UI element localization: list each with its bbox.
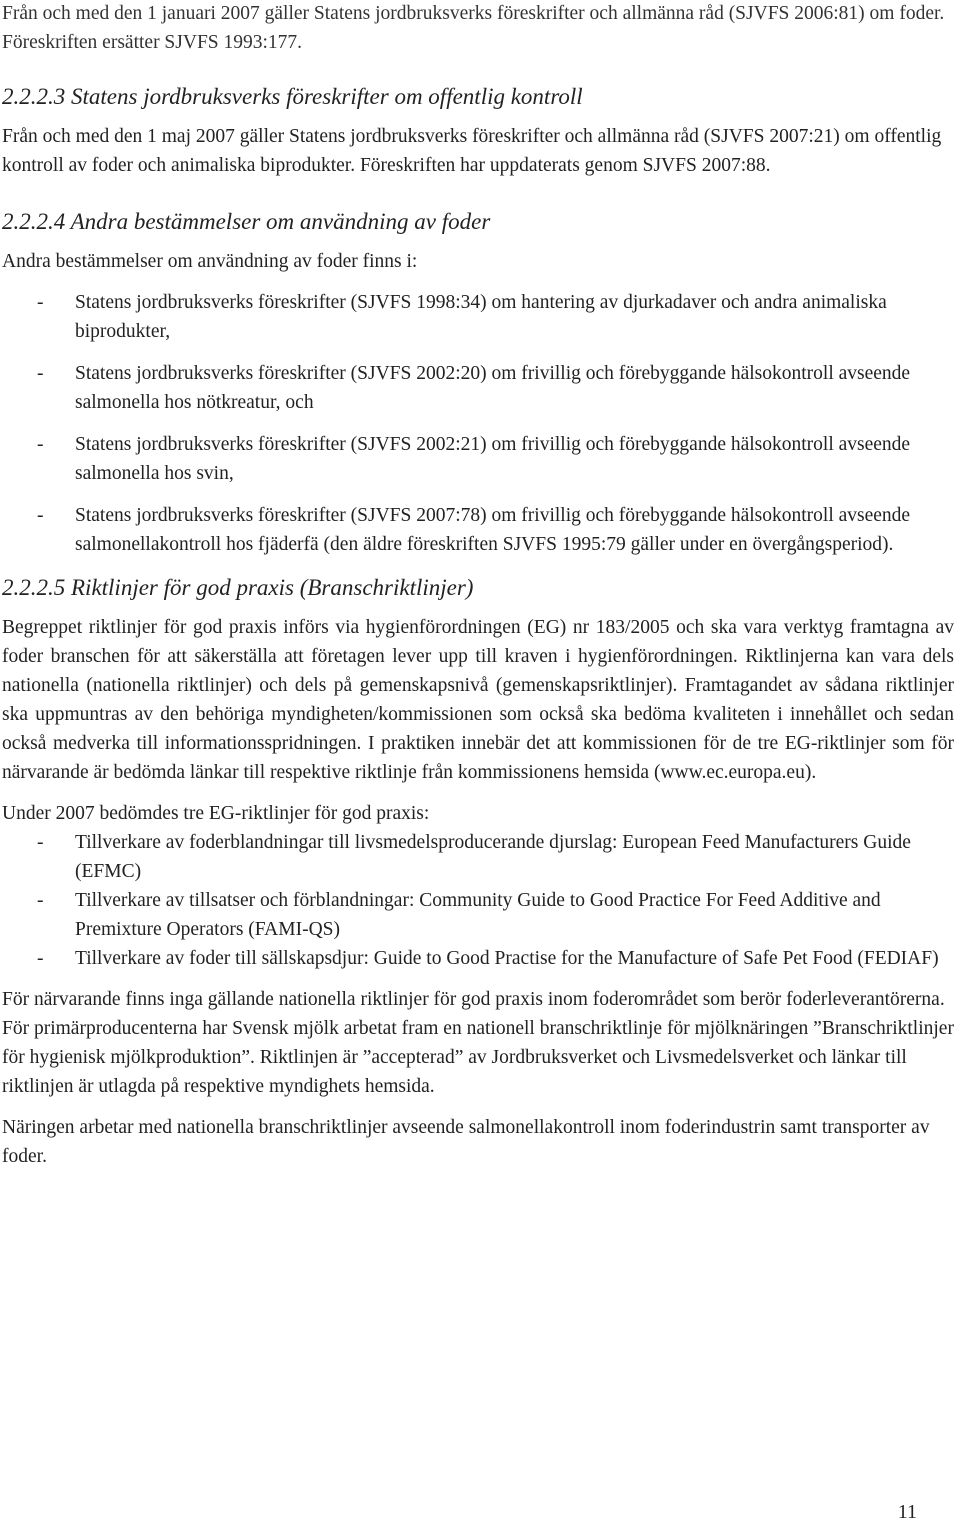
section-heading-2-2-2-5: 2.2.2.5 Riktlinjer för god praxis (Branschriktlinjer) bbox=[2, 575, 474, 600]
section-heading-2-2-2-3: 2.2.2.3 Statens jordbruksverks föreskrifter om offentlig kontroll bbox=[2, 84, 583, 109]
list-item-text: Statens jordbruksverks föreskrifter (SJVFS 2007:78) om frivillig och förebyggande hälsokontroll avseende salmonellakontroll hos fjäderfä (den äldre föreskriften SJVFS 1995:79 gäller under en övergångsperiod). bbox=[75, 505, 911, 555]
list-dash: - bbox=[37, 292, 44, 313]
list-dash: - bbox=[37, 890, 44, 911]
section-2-2-2-5-paragraph-4: Näringen arbetar med nationella branschriktlinjer avseende salmonellakontroll inom foderindustrin samt transporter av foder. bbox=[2, 1117, 930, 1167]
list-item-text: Statens jordbruksverks föreskrifter (SJVFS 2002:21) om frivillig och förebyggande hälsokontroll avseende salmonella hos svin, bbox=[75, 434, 911, 484]
list-item-text: Statens jordbruksverks föreskrifter (SJVFS 2002:20) om frivillig och förebyggande hälsokontroll avseende salmonella hos nötkreatur, och bbox=[75, 363, 911, 413]
list-dash: - bbox=[37, 363, 44, 384]
list-item bbox=[2, 359, 954, 417]
list-dash: - bbox=[37, 434, 44, 455]
list-dash: - bbox=[37, 948, 44, 969]
section-2-2-2-3-paragraph: Från och med den 1 maj 2007 gäller Statens jordbruksverks föreskrifter och allmänna råd (SJVFS 2007:21) om offentlig kontroll av foder och animaliska biprodukter. Föreskriften har uppdaterats genom SJVFS 2007:88. bbox=[2, 126, 942, 176]
list-item bbox=[2, 501, 954, 559]
list-item bbox=[2, 288, 954, 346]
regulation-list bbox=[2, 288, 954, 559]
list-dash: - bbox=[37, 505, 44, 526]
list-item-text: Statens jordbruksverks föreskrifter (SJVFS 1998:34) om hantering av djurkadaver och andra animaliska biprodukter, bbox=[75, 292, 887, 342]
guideline-list bbox=[2, 828, 954, 973]
section-2-2-2-5-paragraph-1: Begreppet riktlinjer för god praxis införs via hygienförordningen (EG) nr 183/2005 och ska vara verktyg framtagna av foder branschen för att säkerställa att företagen lever upp till kraven i hygienförordningen. Riktlinjerna kan vara dels nationella (nationella riktlinjer) och dels på gemenskapsnivå (gemenskapsriktlinjer). Framtagandet av sådana riktlinjer ska uppmuntras av den behöriga myndigheten/kommissionen som också ska bedöma kvaliteten i innehållet och sedan också medverka till informationsspridningen. I praktiken innebär det att kommissionen för de tre EG-riktlinjer som för närvarande är bedömda länkar till respektive riktlinje från kommissionens hemsida (www.ec.europa.eu). bbox=[2, 617, 954, 783]
list-item bbox=[2, 430, 954, 488]
list-item bbox=[2, 886, 954, 944]
section-2-2-2-5-paragraph-3: För närvarande finns inga gällande nationella riktlinjer för god praxis inom foderområdet som berör foderleverantörerna. För primärproducenterna har Svensk mjölk arbetat fram en nationell branschriktlinje för mjölknäringen ”Branschriktlinjer för hygienisk mjölkproduktion”. Riktlinjen är ”accepterad” av Jordbruksverket och Livsmedelsverket och länkar till riktlinjen är utlagda på respektive myndighets hemsida. bbox=[2, 989, 954, 1097]
list-item-text: Tillverkare av tillsatser och förblandningar: Community Guide to Good Practice For Feed Additive and Premixture Operators (FAMI-QS) bbox=[75, 890, 881, 940]
list-item-text: Tillverkare av foder till sällskapsdjur: Guide to Good Practise for the Manufacture of Safe Pet Food (FEDIAF) bbox=[75, 948, 939, 969]
list-item bbox=[2, 944, 954, 973]
list-dash: - bbox=[37, 832, 44, 853]
section-2-2-2-5-paragraph-2: Under 2007 bedömdes tre EG-riktlinjer för god praxis: bbox=[2, 803, 430, 824]
list-item bbox=[2, 828, 954, 886]
list-item-text: Tillverkare av foderblandningar till livsmedelsproducerande djurslag: European Feed Manufacturers Guide (EFMC) bbox=[75, 832, 911, 882]
intro-paragraph: Från och med den 1 januari 2007 gäller Statens jordbruksverks föreskrifter och allmänna råd (SJVFS 2006:81) om foder. Föreskriften ersätter SJVFS 1993:177. bbox=[2, 3, 945, 53]
section-heading-2-2-2-4: 2.2.2.4 Andra bestämmelser om användning av foder bbox=[2, 209, 491, 234]
section-2-2-2-4-intro: Andra bestämmelser om användning av foder finns i: bbox=[2, 251, 418, 272]
page-number: 11 bbox=[897, 1501, 917, 1523]
